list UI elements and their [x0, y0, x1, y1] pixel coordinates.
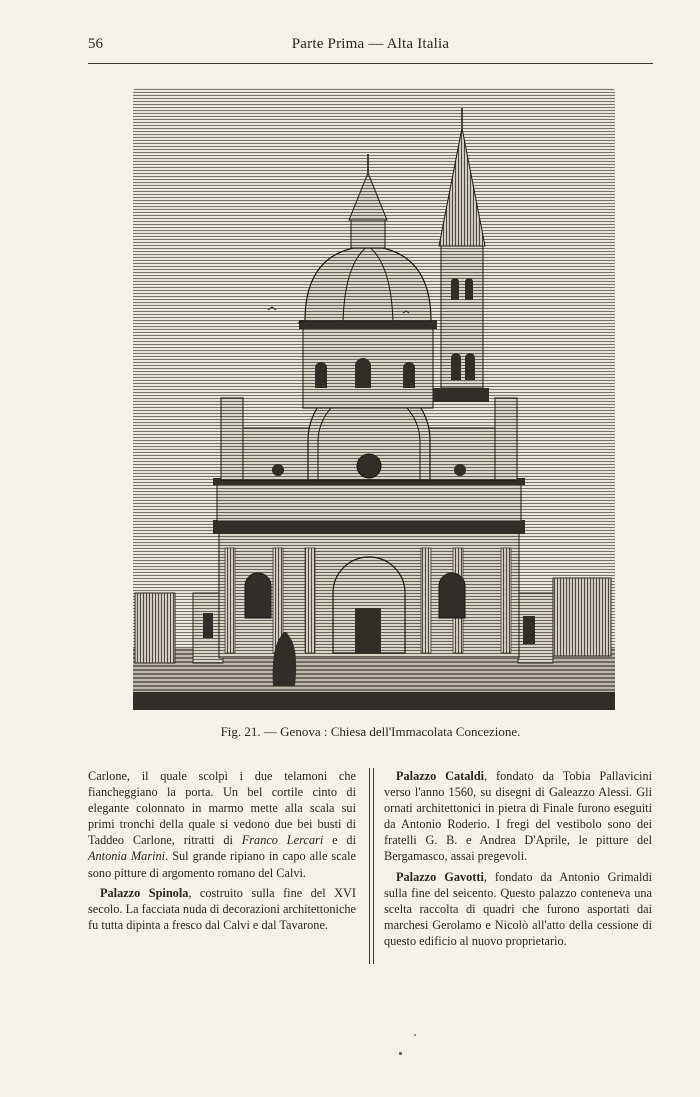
right-paragraph-2: Palazzo Gavotti, fondato da Antonio Grimaldi sulla fine del seicento. Questo palazzo conteneva una scelta raccolta di quadri che furono asportati dai marchesi Gerolamo e Nicolò all'atto della cessione di questo edificio al nuovo proprietario. — [384, 869, 652, 948]
right-paragraph-1: Palazzo Cataldi, fondato da Tobia Pallavicini verso l'anno 1560, su disegni di Galeazzo Alessi. Gli ornati architettonici in pietra di Finale furono eseguiti da Antonio Roderio. I fregi del vestibolo sono dei fratelli G. B. e Andrea D'Aprile, le pitture del Bergamasco, assai pregevoli. — [384, 769, 653, 864]
church-engraving-illustration — [133, 88, 615, 710]
left-paragraph-1: Carlone, il quale scolpì i due telamoni che fiancheggiano la porta. Un bel cortile cinto di elegante colonnato in marmo mette alla scala sui primi tronchi della quale si vedono due bei busti di Taddeo Carlone, ritratti di Franco Lercari e di Antonia Marini. Sul grande ripiano in capo alle scale sono pitture di argomento romano del Calvi. — [88, 769, 357, 880]
italic-name-marini: Antonia Marini — [88, 849, 166, 864]
figure-caption: Fig. 21. — Genova : Chiesa dell'Immacolata Concezione. — [220, 724, 521, 739]
print-speck — [414, 1034, 416, 1036]
church-engraving — [133, 88, 615, 710]
running-title: Parte Prima — Alta Italia — [291, 36, 450, 52]
heading-palazzo-gavotti: Palazzo Gavotti — [396, 869, 484, 884]
right-column — [384, 768, 652, 949]
heading-palazzo-cataldi: Palazzo Cataldi — [396, 769, 485, 783]
page-number: 56 — [88, 36, 103, 52]
italic-name-lercari: Franco Lercari — [241, 833, 324, 848]
column-divider — [369, 768, 374, 964]
heading-palazzo-spinola: Palazzo Spinola — [100, 885, 189, 900]
page-header — [88, 36, 653, 56]
left-paragraph-2: Palazzo Spinola, costruito sulla fine del XVI secolo. La facciata nuda di decorazioni architettoniche fu tutta dipinta a fresco dal Calvi e dal Tavarone. — [88, 885, 357, 932]
left-column — [88, 768, 356, 933]
header-rule — [88, 63, 653, 64]
print-speck — [399, 1052, 402, 1055]
